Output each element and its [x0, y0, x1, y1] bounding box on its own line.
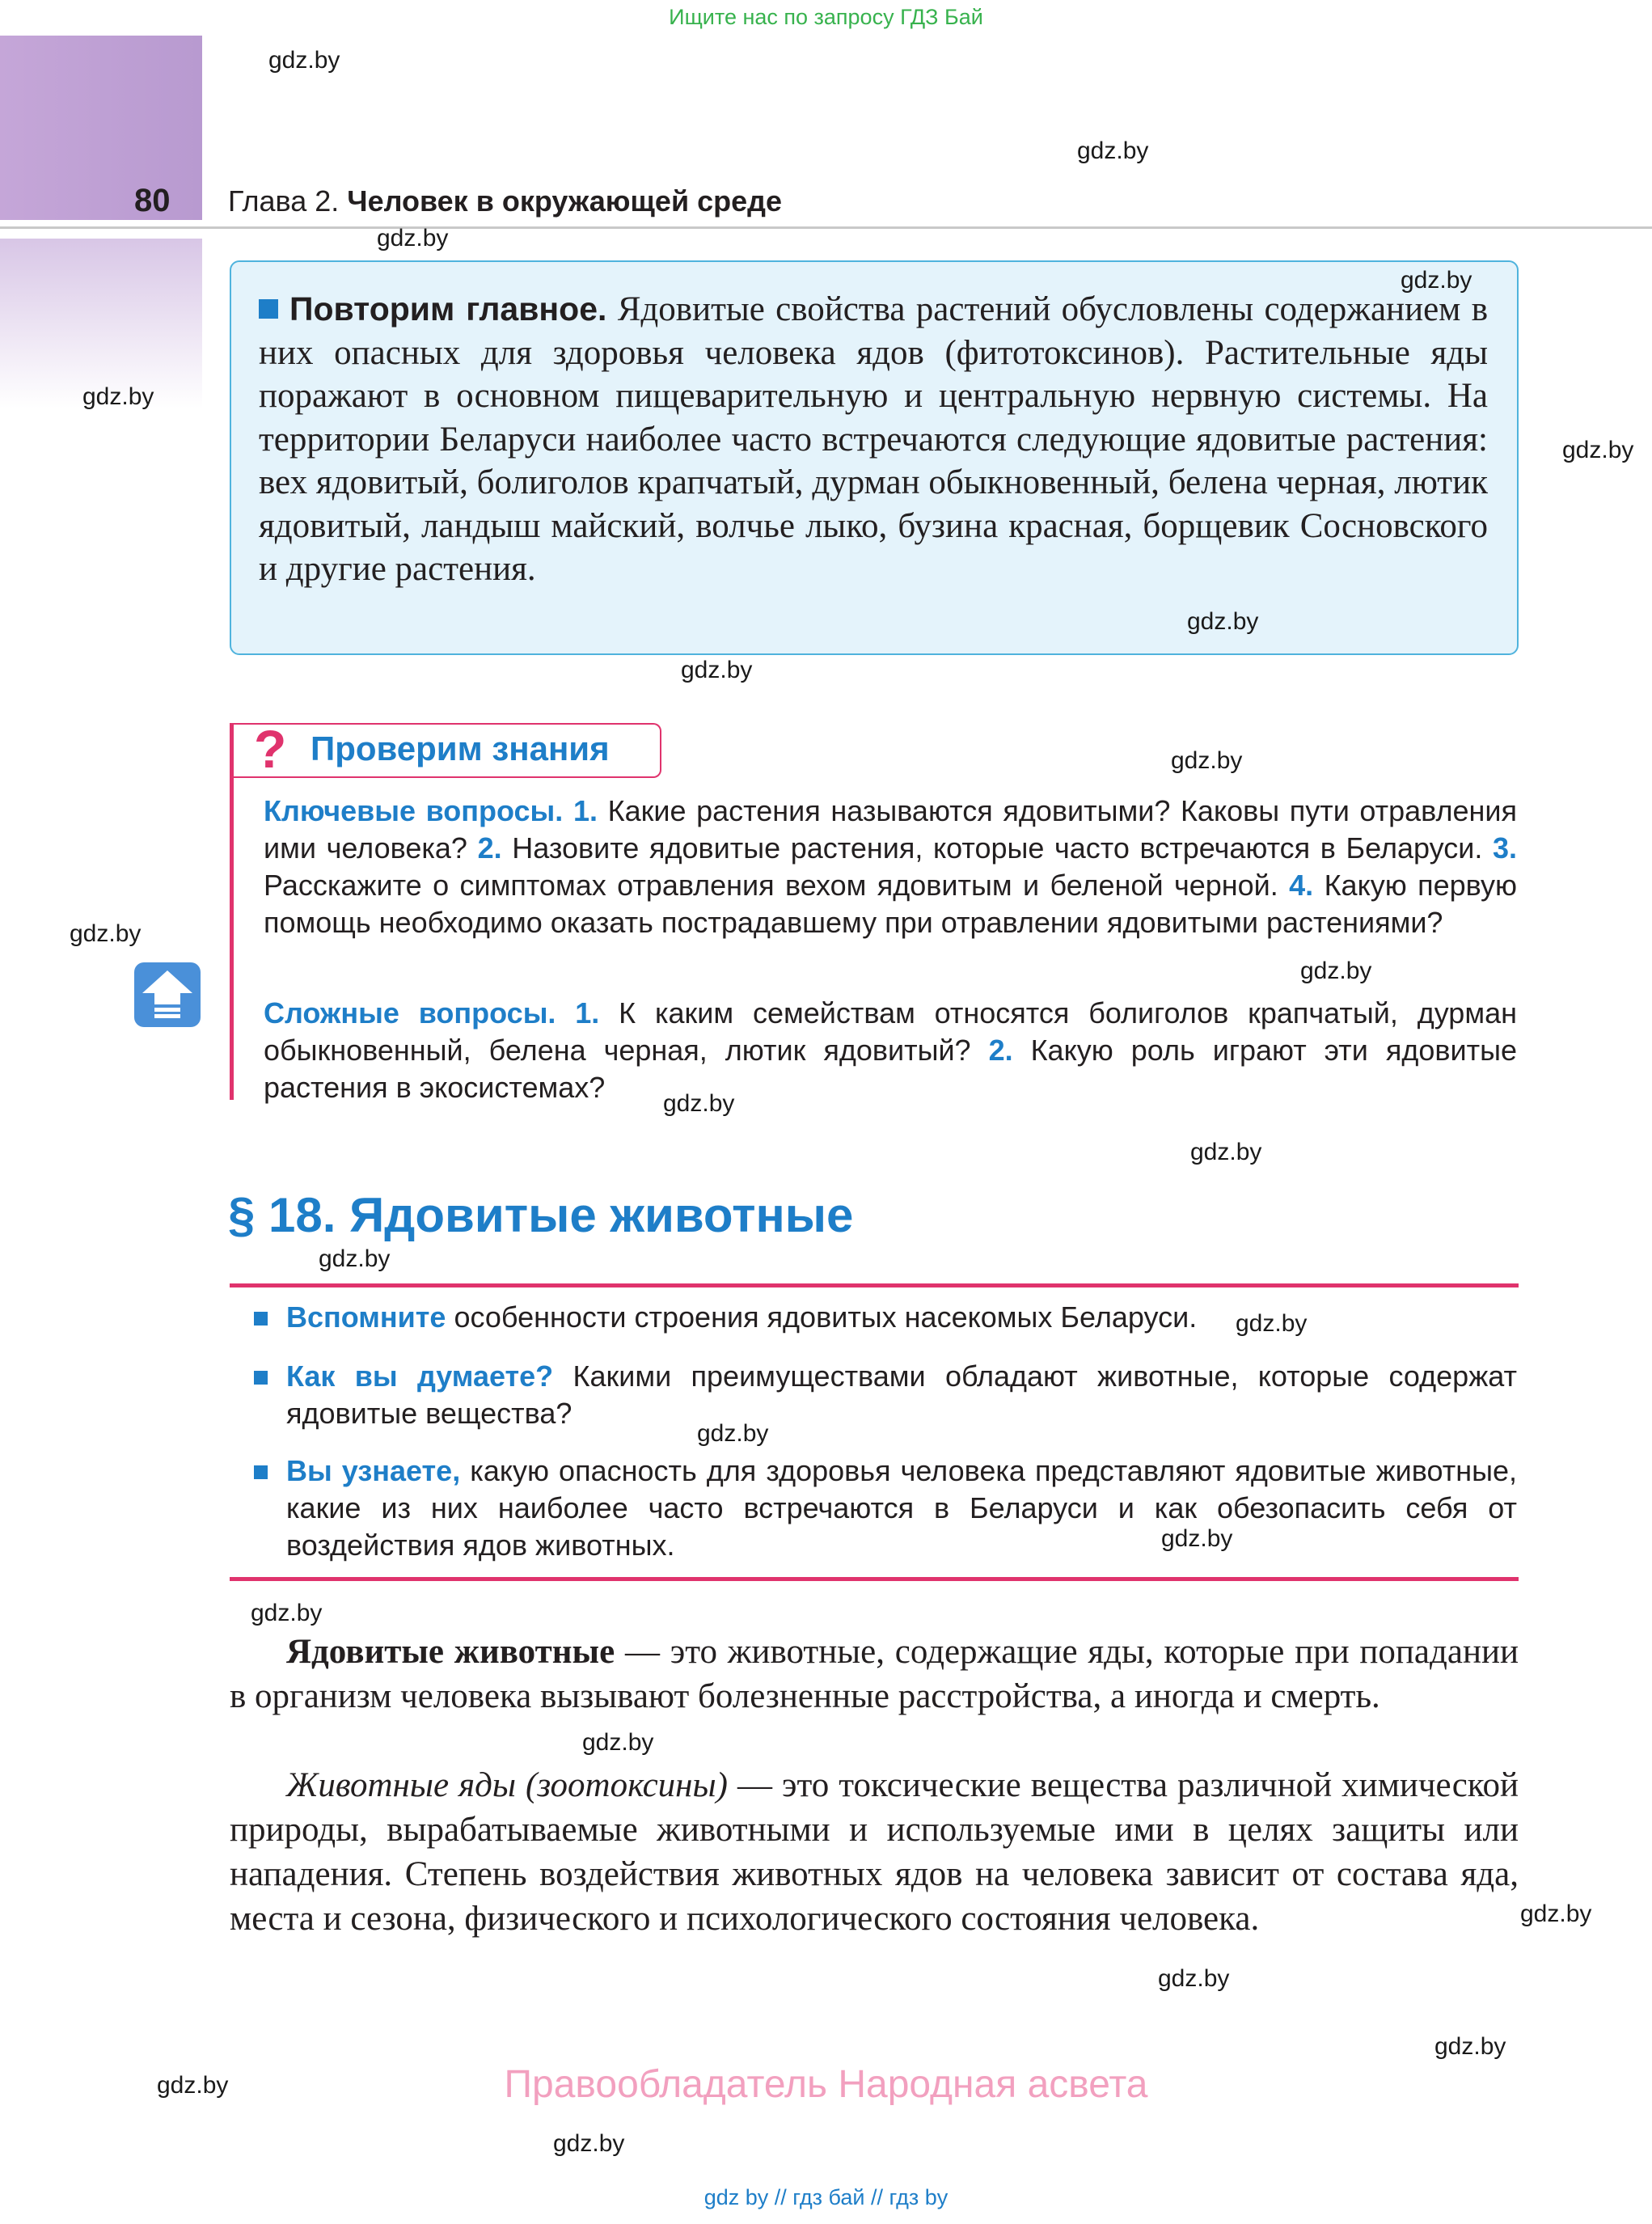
- chapter-title: Человек в окружающей среде: [347, 184, 782, 218]
- watermark: gdz.by: [1171, 747, 1243, 774]
- watermark: gdz.by: [1434, 2033, 1506, 2060]
- question-text: Какие растения называются ядовитыми? Каковы пути отравления ими человека?: [264, 794, 1517, 865]
- learn-label: Вы узнаете,: [286, 1454, 461, 1487]
- definition-text: — это токсические вещества различной химической природы, вырабатываемые животными и используемые ими в целях защиты или нападения. Степень воздействия животных ядов на человека зависит от состава яда, места и сезона, физического и психологического состояния человека.: [230, 1766, 1519, 1938]
- watermark: gdz.by: [70, 920, 142, 947]
- watermark: gdz.by: [1161, 1525, 1233, 1552]
- question-icon: ?: [254, 719, 287, 779]
- watermark: gdz.by: [553, 2130, 625, 2157]
- square-bullet-icon: [259, 299, 278, 319]
- remember-label: Вспомните: [286, 1300, 446, 1334]
- learn-text: какую опасность для здоровья человека представляют ядовитые животные, какие из них наиболее часто встречаются в Беларуси и как обезопасить себя от воздействия ядов животных.: [286, 1454, 1517, 1562]
- think-label: Как вы думаете?: [286, 1359, 554, 1393]
- home-arrow-icon[interactable]: [134, 962, 201, 1027]
- hard-questions-label: Сложные вопросы.: [264, 996, 556, 1030]
- chapter-prefix: Глава 2.: [228, 184, 340, 218]
- chapter-heading: [228, 184, 782, 218]
- home-arrow-glyph: [134, 962, 201, 1027]
- watermark: gdz.by: [1236, 1310, 1308, 1337]
- summary-lead: Повторим главное.: [289, 290, 607, 328]
- square-bullet-icon: [254, 1465, 268, 1479]
- watermark: gdz.by: [663, 1090, 735, 1117]
- hard-questions: [264, 995, 1517, 1106]
- check-title: Проверим знания: [311, 729, 610, 767]
- question-number: 1.: [575, 996, 600, 1030]
- question-text: Какую первую помощь необходимо оказать пострадавшему при отравлении ядовитыми растениями?: [264, 869, 1517, 939]
- page-tab: [0, 36, 202, 220]
- question-number: 3.: [1492, 831, 1517, 865]
- question-number: 4.: [1289, 869, 1314, 902]
- watermark: gdz.by: [251, 1600, 323, 1626]
- term-animal-poisons: Животные яды (зоотоксины): [286, 1766, 728, 1804]
- watermark: gdz.by: [1187, 608, 1259, 635]
- watermark: gdz.by: [1158, 1965, 1230, 1992]
- watermark: gdz.by: [157, 2072, 229, 2099]
- watermark: gdz.by: [1401, 267, 1472, 294]
- key-questions: [264, 793, 1517, 941]
- watermark: gdz.by: [268, 47, 340, 74]
- watermark: gdz.by: [1077, 137, 1149, 164]
- body-paragraph-2: [230, 1763, 1519, 1941]
- intro-top-rule: [230, 1283, 1519, 1287]
- watermark: gdz.by: [1190, 1139, 1262, 1165]
- question-text: Расскажите о симптомах отравления вехом ядовитым и беленой черной.: [264, 869, 1278, 902]
- watermark: gdz.by: [1562, 437, 1634, 463]
- top-banner[interactable]: Ищите нас по запросу ГДЗ Бай: [669, 5, 983, 29]
- watermark: gdz.by: [377, 225, 449, 252]
- intro-bottom-rule: [230, 1577, 1519, 1581]
- intro-remember: [286, 1299, 1517, 1336]
- summary-body: Ядовитые свойства растений обусловлены содержанием в них опасных для здоровья человека ядов (фитотоксинов). Растительные яды поражают в основном пищеварительную и центральную нервную системы. На территории Беларуси наиболее часто встречаются следующие ядовитые растения: вех ядовитый, болиголов крапчатый, дурман обыкновенный, белена черная, лютик ядовитый, ландыш майский, волчье лыко, бузина красная, борщевик Сосновского и другие растения.: [259, 290, 1488, 588]
- watermark: gdz.by: [319, 1245, 391, 1272]
- question-text: Назовите ядовитые растения, которые часто встречаются в Беларуси.: [512, 831, 1483, 865]
- question-number: 2.: [477, 831, 502, 865]
- watermark: gdz.by: [582, 1729, 654, 1756]
- copyright-footer: Правообладатель Народная асвета: [504, 2063, 1148, 2106]
- header-divider: [0, 226, 1652, 229]
- body-paragraph-1: [230, 1630, 1519, 1719]
- question-text: К каким семействам относятся болиголов крапчатый, дурман обыкновенный, белена черная, лютик ядовитый?: [264, 996, 1517, 1067]
- square-bullet-icon: [254, 1371, 268, 1385]
- question-number: 1.: [572, 794, 598, 827]
- section-title: § 18. Ядовитые животные: [228, 1188, 854, 1242]
- intro-think: [286, 1358, 1517, 1432]
- watermark: gdz.by: [681, 657, 753, 683]
- watermark: gdz.by: [1300, 958, 1372, 984]
- definition-text: — это животные, содержащие яды, которые при попадании в организм человека вызывают болезненные расстройства, а иногда и смерть.: [230, 1633, 1519, 1715]
- term-poisonous-animals: Ядовитые животные: [286, 1633, 615, 1671]
- watermark: gdz.by: [1520, 1901, 1592, 1927]
- key-questions-label: Ключевые вопросы.: [264, 794, 564, 827]
- summary-text: [259, 288, 1488, 591]
- watermark: gdz.by: [82, 383, 154, 410]
- bottom-links[interactable]: gdz by // гдз бай // гдз by: [703, 2185, 949, 2209]
- question-number: 2.: [988, 1034, 1013, 1067]
- question-text: Какую роль играют эти ядовитые растения в экосистемах?: [264, 1034, 1517, 1104]
- intro-learn: [286, 1452, 1517, 1564]
- watermark: gdz.by: [697, 1420, 769, 1447]
- think-text: Какими преимуществами обладают животные, которые содержат ядовитые вещества?: [286, 1359, 1517, 1430]
- remember-text: особенности строения ядовитых насекомых Беларуси.: [454, 1300, 1198, 1334]
- square-bullet-icon: [254, 1312, 268, 1326]
- page-number: 80: [134, 183, 171, 218]
- check-section-bar: [230, 723, 234, 1100]
